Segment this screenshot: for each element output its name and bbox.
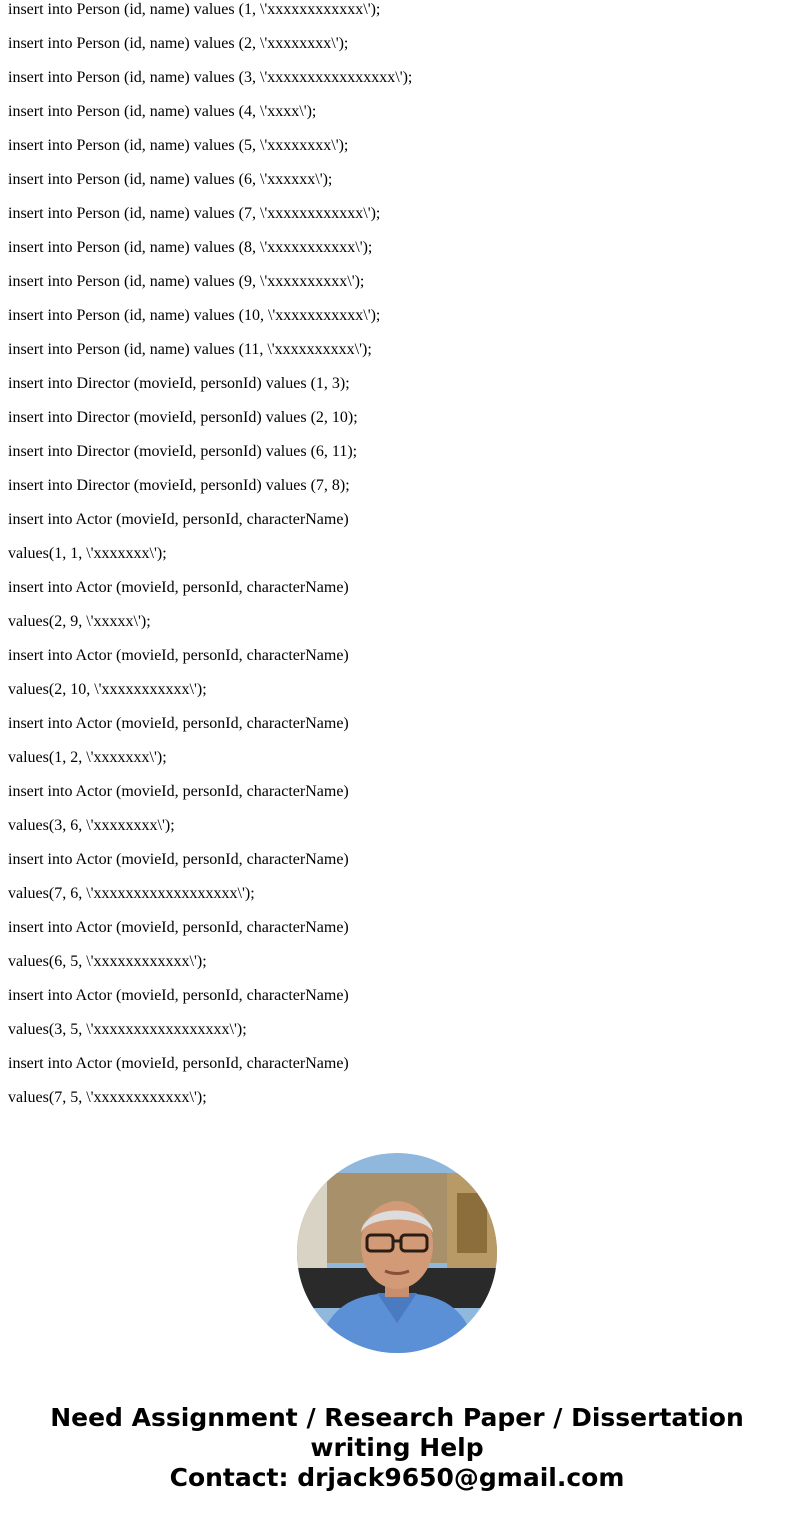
code-line: values(6, 5, \'xxxxxxxxxxxx\'); <box>8 953 207 970</box>
code-line: insert into Director (movieId, personId) values (6, 11); <box>8 443 358 460</box>
footer-line-2: writing Help <box>310 1433 484 1462</box>
code-line: values(1, 1, \'xxxxxxx\'); <box>8 545 167 562</box>
code-line: values(7, 5, \'xxxxxxxxxxxx\'); <box>8 1089 207 1106</box>
code-line: values(3, 6, \'xxxxxxxx\'); <box>8 817 175 834</box>
code-line: insert into Actor (movieId, personId, characterName) <box>8 579 349 596</box>
footer-contact <box>0 1403 794 1493</box>
code-line: insert into Actor (movieId, personId, characterName) <box>8 783 349 800</box>
code-line: insert into Director (movieId, personId) values (2, 10); <box>8 409 358 426</box>
footer-line-1: Need Assignment / Research Paper / Dissertation <box>50 1403 744 1432</box>
code-line: values(3, 5, \'xxxxxxxxxxxxxxxxx\'); <box>8 1021 247 1038</box>
code-line: insert into Person (id, name) values (4, \'xxxx\'); <box>8 103 317 120</box>
code-line: insert into Person (id, name) values (10, \'xxxxxxxxxxx\'); <box>8 307 381 324</box>
code-line: insert into Actor (movieId, personId, characterName) <box>8 919 349 936</box>
code-line: insert into Actor (movieId, personId, characterName) <box>8 511 349 528</box>
code-line: insert into Person (id, name) values (3, \'xxxxxxxxxxxxxxxx\'); <box>8 69 413 86</box>
code-line: values(7, 6, \'xxxxxxxxxxxxxxxxxx\'); <box>8 885 255 902</box>
code-line: insert into Actor (movieId, personId, characterName) <box>8 1055 349 1072</box>
code-line: insert into Person (id, name) values (9, \'xxxxxxxxxx\'); <box>8 273 365 290</box>
avatar <box>297 1153 497 1353</box>
code-line: insert into Person (id, name) values (2, \'xxxxxxxx\'); <box>8 35 349 52</box>
code-line: insert into Person (id, name) values (7, \'xxxxxxxxxxxx\'); <box>8 205 381 222</box>
footer-line-3: Contact: drjack9650@gmail.com <box>169 1463 625 1492</box>
code-line: insert into Actor (movieId, personId, characterName) <box>8 851 349 868</box>
code-line: values(2, 9, \'xxxxx\'); <box>8 613 151 630</box>
code-line: insert into Person (id, name) values (1, \'xxxxxxxxxxxx\'); <box>8 1 381 18</box>
code-line: insert into Director (movieId, personId) values (7, 8); <box>8 477 350 494</box>
avatar-photo <box>297 1153 497 1353</box>
code-line: insert into Person (id, name) values (11, \'xxxxxxxxxx\'); <box>8 341 372 358</box>
code-line: values(1, 2, \'xxxxxxx\'); <box>8 749 167 766</box>
code-line: insert into Person (id, name) values (6, \'xxxxxx\'); <box>8 171 333 188</box>
code-line: values(2, 10, \'xxxxxxxxxxx\'); <box>8 681 207 698</box>
code-line: insert into Actor (movieId, personId, characterName) <box>8 987 349 1004</box>
code-line: insert into Actor (movieId, personId, characterName) <box>8 647 349 664</box>
code-line: insert into Director (movieId, personId) values (1, 3); <box>8 375 350 392</box>
code-line: insert into Person (id, name) values (5, \'xxxxxxxx\'); <box>8 137 349 154</box>
code-line: insert into Actor (movieId, personId, characterName) <box>8 715 349 732</box>
sql-code-block <box>8 0 788 1122</box>
code-line: insert into Person (id, name) values (8, \'xxxxxxxxxxx\'); <box>8 239 373 256</box>
